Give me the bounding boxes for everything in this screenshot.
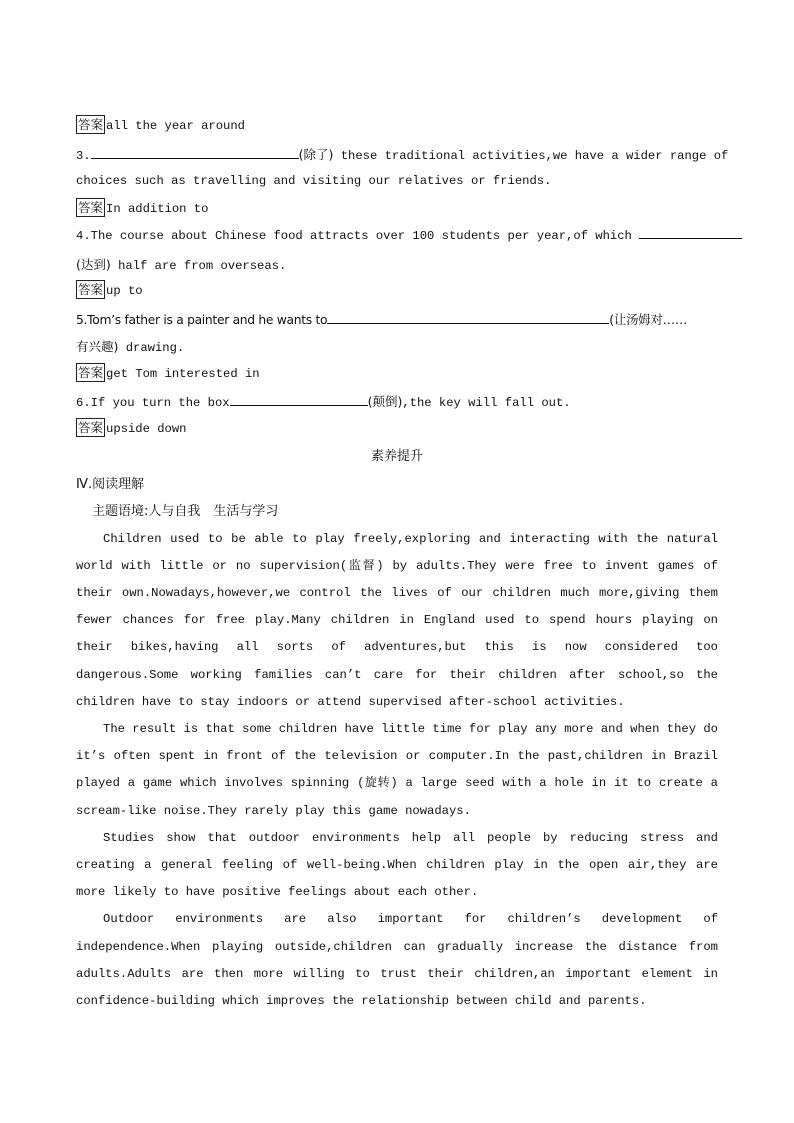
answer-tag: 答案 bbox=[78, 199, 104, 215]
chinese-hint: (让汤姆对…… bbox=[609, 311, 688, 327]
fill-blank[interactable] bbox=[639, 224, 742, 239]
answer-text: get Tom interested in bbox=[106, 366, 260, 381]
fill-blank[interactable] bbox=[327, 309, 609, 324]
question-text: half are from overseas. bbox=[118, 258, 287, 273]
question-3-line-1 bbox=[76, 141, 729, 169]
question-text: 4.The course about Chinese food attracts over 100 students per year,of which bbox=[76, 229, 632, 243]
question-text: choices such as travelling and visiting our relatives or friends. bbox=[76, 174, 552, 188]
answer-line-6 bbox=[76, 416, 718, 444]
chinese-hint: 有兴趣) bbox=[76, 339, 119, 354]
answer-text: all the year around bbox=[106, 119, 245, 133]
answer-line-5 bbox=[76, 361, 718, 389]
passage-paragraph-1: Children used to be able to play freely,exploring and interacting with the natural world with little or no supervision(监督) by adults.They were free to invent games of their own.Nowadays,however,we control the lives of our children much more,giving them fewer chances for free play.Many children in England used to spend hours playing on their bikes,having all sorts of adventures,but this is now considered too dangerous.Some working families can’t care for their children after school,so the children have to stay indoors or attend supervised after-school activities. bbox=[76, 531, 718, 709]
answer-text: In addition to bbox=[106, 201, 209, 216]
question-4-line-2 bbox=[76, 251, 718, 279]
document-page bbox=[76, 113, 729, 1015]
answer-line-2 bbox=[76, 113, 718, 141]
question-text: drawing. bbox=[125, 341, 185, 355]
chinese-hint: (达到) bbox=[76, 256, 111, 272]
chinese-hint: (颠倒) bbox=[367, 394, 403, 409]
question-4-line-1 bbox=[76, 223, 718, 251]
question-6-line-1 bbox=[76, 388, 718, 416]
answer-tag: 答案 bbox=[78, 364, 104, 380]
question-3-line-2 bbox=[76, 168, 718, 196]
passage-paragraph-2: The result is that some children have little time for play any more and when they do it’s often spent in front of the television or computer.In the past,children in Brazil played a game which involves spinning (旋转) a large seed with a hole in it to create a scream-like noise.They rarely play this game nowadays. bbox=[76, 721, 718, 818]
answer-tag: 答案 bbox=[78, 117, 104, 133]
answer-text: upside down bbox=[106, 421, 187, 436]
theme-line: 主题语境:人与自我 生活与学习 bbox=[92, 504, 279, 519]
answer-text: up to bbox=[106, 284, 143, 298]
question-5-line-2 bbox=[76, 333, 718, 361]
question-text: these traditional activities,we have a wider range of bbox=[340, 148, 729, 163]
chinese-hint: (除了) bbox=[298, 146, 334, 162]
question-text: 5.Tom’s father is a painter and he wants to bbox=[76, 312, 328, 327]
answer-line-4 bbox=[76, 278, 718, 306]
answer-tag: 答案 bbox=[78, 282, 104, 298]
section-title: 素养提升 bbox=[370, 449, 423, 464]
fill-blank[interactable] bbox=[91, 144, 299, 159]
question-5-line-1 bbox=[76, 306, 718, 334]
answer-tag: 答案 bbox=[78, 419, 104, 435]
question-text: 6.If you turn the box bbox=[76, 396, 230, 410]
passage-paragraph-4: Outdoor environments are also important for children’s development of independence.When playing outside,children can gradually increase the distance from adults.Adults are then more willing to trust their children,an important element in confidence-building which improves the relationship between child and parents. bbox=[76, 912, 718, 1008]
answer-line-3 bbox=[76, 196, 718, 224]
part-heading: Ⅳ.阅读理解 bbox=[76, 476, 145, 492]
question-text: ,the key will fall out. bbox=[402, 396, 571, 410]
passage-paragraph-3: Studies show that outdoor environments help all people by reducing stress and creating a general feeling of well-being.When children play in the open air,they are more likely to have positive feelings about each other. bbox=[76, 830, 718, 900]
question-number: 3. bbox=[76, 148, 91, 163]
fill-blank[interactable] bbox=[230, 391, 368, 406]
